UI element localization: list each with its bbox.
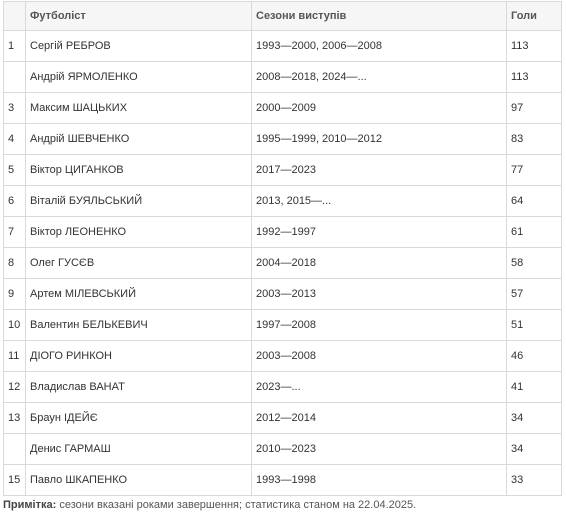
header-player: Футболіст: [26, 2, 252, 31]
table-body: [4, 31, 562, 496]
table-row: [4, 124, 562, 155]
cell-seasons: 2010—2023: [252, 434, 507, 465]
cell-player: Віталій БУЯЛЬСЬКИЙ: [26, 186, 252, 217]
table-row: [4, 279, 562, 310]
cell-player: Валентин БЕЛЬКЕВИЧ: [26, 310, 252, 341]
cell-goals: 46: [507, 341, 562, 372]
table-row: [4, 155, 562, 186]
cell-player: Андрій ШЕВЧЕНКО: [26, 124, 252, 155]
top-scorers-table: [3, 1, 562, 496]
note-label: Примітка:: [3, 499, 57, 511]
table-row: [4, 372, 562, 403]
cell-seasons: 1995—1999, 2010—2012: [252, 124, 507, 155]
cell-player: ДІОГО РИНКОН: [26, 341, 252, 372]
cell-rank: 12: [4, 372, 26, 403]
table-header: [4, 2, 562, 31]
cell-goals: 57: [507, 279, 562, 310]
cell-rank: 8: [4, 248, 26, 279]
cell-rank: 11: [4, 341, 26, 372]
cell-player: Олег ГУСЄВ: [26, 248, 252, 279]
table-row: [4, 341, 562, 372]
cell-goals: 34: [507, 403, 562, 434]
cell-goals: 83: [507, 124, 562, 155]
cell-seasons: 2003—2008: [252, 341, 507, 372]
cell-player: Сергій РЕБРОВ: [26, 31, 252, 62]
cell-rank: [4, 434, 26, 465]
cell-rank: 1: [4, 31, 26, 62]
cell-rank: 3: [4, 93, 26, 124]
cell-seasons: 2023—...: [252, 372, 507, 403]
cell-goals: 33: [507, 465, 562, 496]
header-goals: Голи: [507, 2, 562, 31]
cell-player: Браун ІДЕЙЄ: [26, 403, 252, 434]
cell-player: Віктор ЦИГАНКОВ: [26, 155, 252, 186]
cell-rank: 9: [4, 279, 26, 310]
cell-goals: 64: [507, 186, 562, 217]
cell-seasons: 2003—2013: [252, 279, 507, 310]
cell-goals: 51: [507, 310, 562, 341]
cell-seasons: 2017—2023: [252, 155, 507, 186]
table-row: [4, 465, 562, 496]
cell-seasons: 2012—2014: [252, 403, 507, 434]
cell-goals: 97: [507, 93, 562, 124]
cell-goals: 41: [507, 372, 562, 403]
header-row: [4, 2, 562, 31]
header-seasons: Сезони виступів: [252, 2, 507, 31]
cell-rank: 15: [4, 465, 26, 496]
table-note: [3, 499, 561, 511]
cell-player: Павло ШКАПЕНКО: [26, 465, 252, 496]
cell-seasons: 1993—1998: [252, 465, 507, 496]
cell-rank: [4, 62, 26, 93]
cell-player: Максим ШАЦЬКИХ: [26, 93, 252, 124]
table-row: [4, 93, 562, 124]
cell-goals: 77: [507, 155, 562, 186]
cell-player: Денис ГАРМАШ: [26, 434, 252, 465]
cell-seasons: 1992—1997: [252, 217, 507, 248]
cell-player: Віктор ЛЕОНЕНКО: [26, 217, 252, 248]
table-row: [4, 62, 562, 93]
cell-seasons: 2013, 2015—...: [252, 186, 507, 217]
scorers-table-container: [3, 1, 561, 511]
table-row: [4, 248, 562, 279]
cell-player: Артем МІЛЕВСЬКИЙ: [26, 279, 252, 310]
cell-rank: 10: [4, 310, 26, 341]
table-row: [4, 186, 562, 217]
table-row: [4, 31, 562, 62]
cell-seasons: 2004—2018: [252, 248, 507, 279]
table-row: [4, 217, 562, 248]
cell-rank: 6: [4, 186, 26, 217]
table-row: [4, 310, 562, 341]
header-rank: [4, 2, 26, 31]
table-row: [4, 434, 562, 465]
cell-goals: 61: [507, 217, 562, 248]
cell-seasons: 1997—2008: [252, 310, 507, 341]
cell-rank: 5: [4, 155, 26, 186]
table-row: [4, 403, 562, 434]
cell-seasons: 2000—2009: [252, 93, 507, 124]
cell-rank: 13: [4, 403, 26, 434]
cell-goals: 34: [507, 434, 562, 465]
cell-player: Владислав ВАНАТ: [26, 372, 252, 403]
cell-rank: 4: [4, 124, 26, 155]
cell-seasons: 2008—2018, 2024—...: [252, 62, 507, 93]
cell-goals: 58: [507, 248, 562, 279]
cell-rank: 7: [4, 217, 26, 248]
note-text: сезони вказані роками завершення; статистика станом на 22.04.2025.: [56, 499, 417, 511]
cell-player: Андрій ЯРМОЛЕНКО: [26, 62, 252, 93]
cell-goals: 113: [507, 62, 562, 93]
cell-seasons: 1993—2000, 2006—2008: [252, 31, 507, 62]
cell-goals: 113: [507, 31, 562, 62]
